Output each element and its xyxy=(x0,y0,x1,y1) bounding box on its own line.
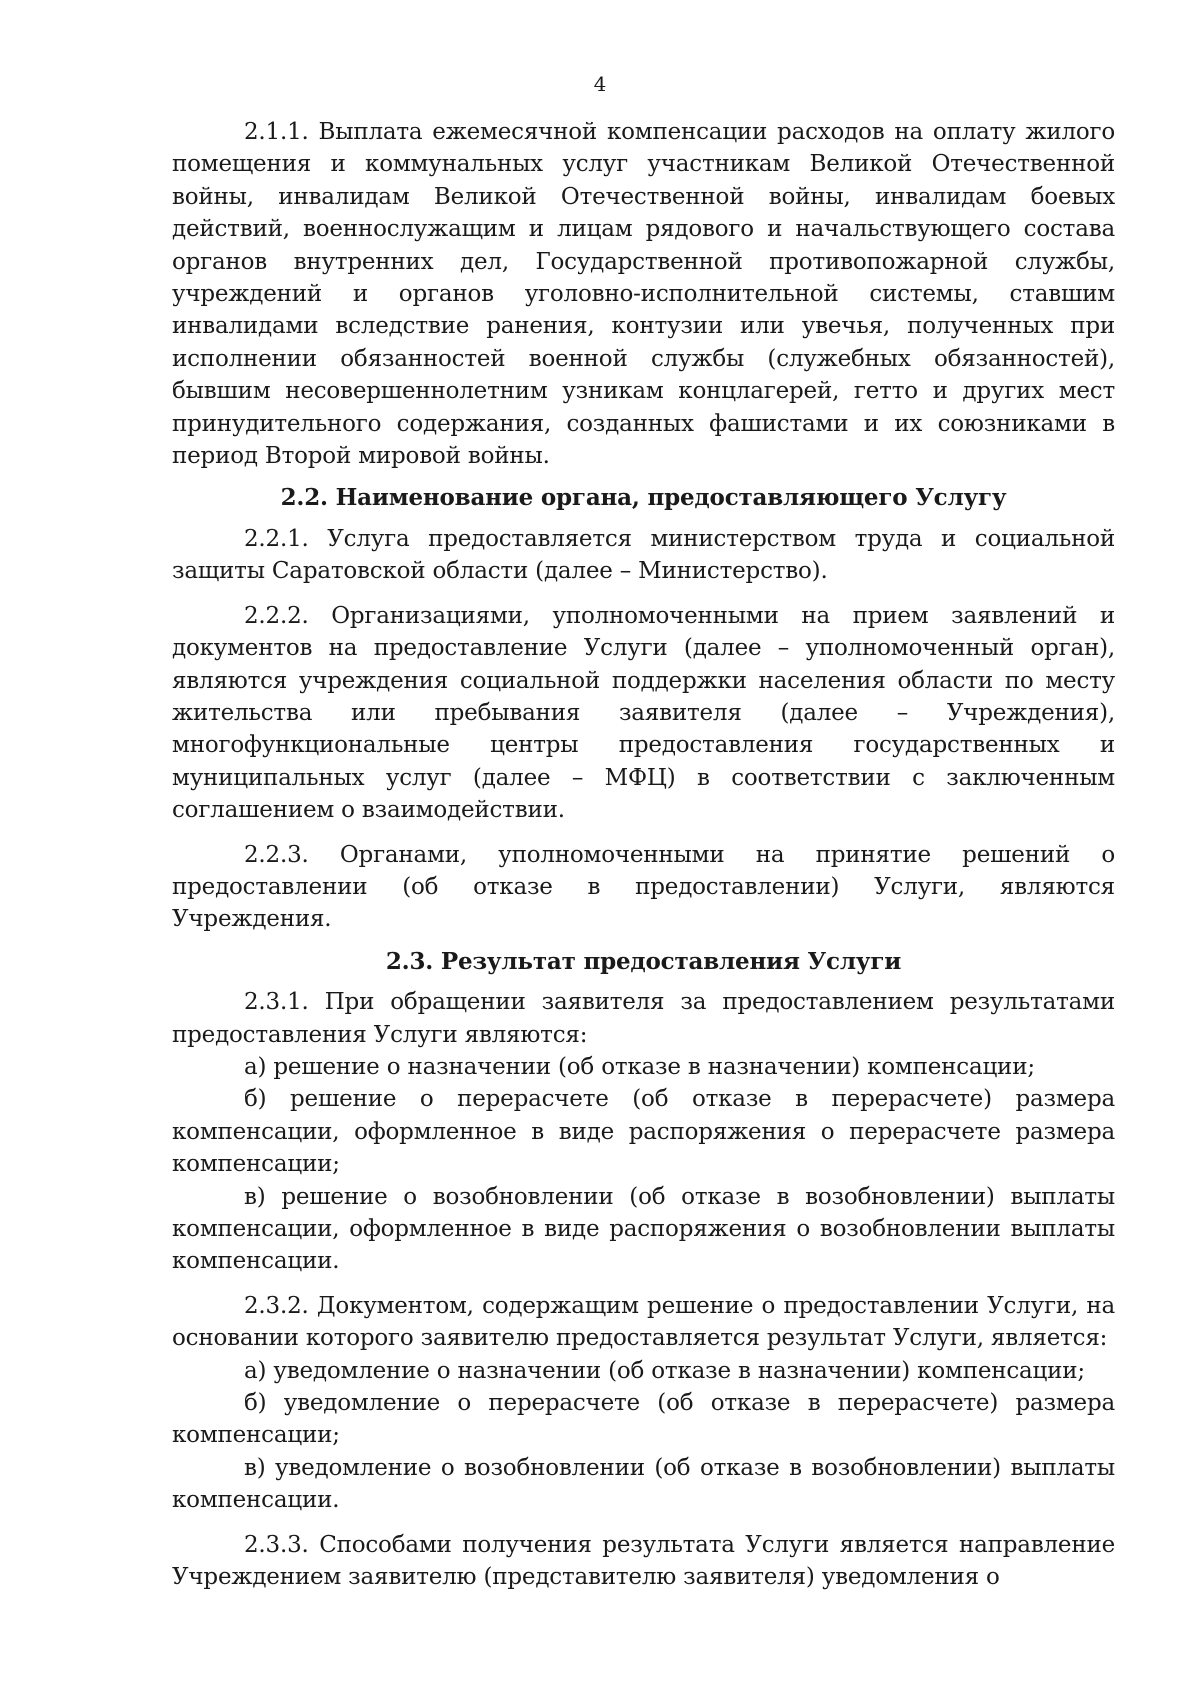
paragraph-2-2-3: 2.2.3. Органами, уполномоченными на принятие решений о предоставлении (об отказе в предоставлении) Услуги, являются Учреждения. xyxy=(172,841,1115,933)
paragraph-2-2-1: 2.2.1. Услуга предоставляется министерством труда и социальной защиты Саратовской области (далее – Министерство). xyxy=(172,525,1115,585)
page-number: 4 xyxy=(593,72,607,96)
list-item-2-3-1-b: б) решение о перерасчете (об отказе в перерасчете) размера компенсации, оформленное в виде распоряжения о перерасчете размера компенсации; xyxy=(172,1086,1115,1178)
paragraph-2-3-2: 2.3.2. Документом, содержащим решение о предоставлении Услуги, на основании которого заявителю предоставляется результат Услуги, является: xyxy=(172,1292,1115,1352)
list-item-2-3-1-v: в) решение о возобновлении (об отказе в возобновлении) выплаты компенсации, оформленное в виде распоряжения о возобновлении выплаты компенсации. xyxy=(172,1183,1115,1275)
list-item-2-3-2-a: а) уведомление о назначении (об отказе в назначении) компенсации; xyxy=(244,1357,1085,1384)
paragraph-2-2-2: 2.2.2. Организациями, уполномоченными на прием заявлений и документов на предоставление Услуги (далее – уполномоченный орган), являются учреждения социальной поддержки населения области по месту жительства или пребывания заявителя (далее – Учреждения), многофункциональные центры предоставления государственных и муниципальных услуг (далее – МФЦ) в соответствии с заключенным соглашением о взаимодействии. xyxy=(172,602,1115,824)
list-item-2-3-1-a: а) решение о назначении (об отказе в назначении) компенсации; xyxy=(244,1053,1035,1080)
list-item-2-3-2-v: в) уведомление о возобновлении (об отказе в возобновлении) выплаты компенсации. xyxy=(172,1454,1115,1514)
paragraph-2-1-1: 2.1.1. Выплата ежемесячной компенсации расходов на оплату жилого помещения и коммунальных услуг участникам Великой Отечественной войны, инвалидам Великой Отечественной войны, инвалидам боевых действий, военнослужащим и лицам рядового и начальствующего состава органов внутренних дел, Государственной противопожарной службы, учреждений и органов уголовно-исполнительной системы, ставшим инвалидами вследствие ранения, контузии или увечья, полученных при исполнении обязанностей военной службы (служебных обязанностей), бывшим несовершеннолетним узникам концлагерей, гетто и других мест принудительного содержания, созданных фашистами и их союзниками в период Второй мировой войны. xyxy=(172,119,1115,470)
section-heading-2-2: 2.2. Наименование органа, предоставляющего Услугу xyxy=(280,484,1007,512)
paragraph-2-3-1: 2.3.1. При обращении заявителя за предоставлением результатами предоставления Услуги являются: xyxy=(172,989,1115,1048)
section-heading-2-3: 2.3. Результат предоставления Услуги xyxy=(385,947,902,975)
document-body xyxy=(172,116,1115,1593)
list-item-2-3-2-b: б) уведомление о перерасчете (об отказе в перерасчете) размера компенсации; xyxy=(172,1390,1115,1449)
paragraph-2-3-3: 2.3.3. Способами получения результата Услуги является направление Учреждением заявителю (представителю заявителя) уведомления о xyxy=(172,1531,1115,1591)
